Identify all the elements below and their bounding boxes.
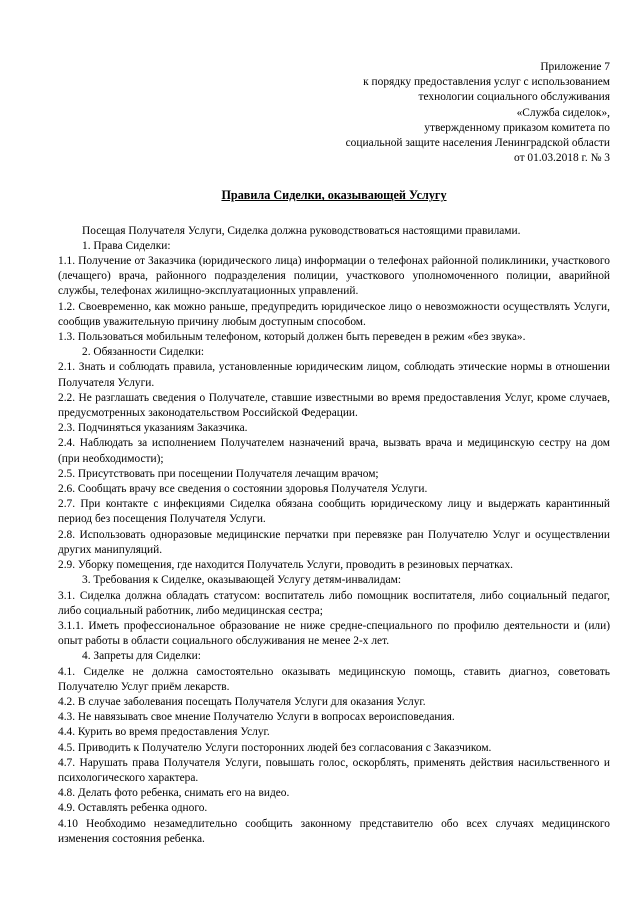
rule-item: 4.8. Делать фото ребенка, снимать его на видео.	[58, 787, 290, 800]
rule-item: 4.7. Нарушать права Получателя Услуги, повышать голос, оскорблять, применять действия насильственного и психологического характера.	[58, 756, 610, 784]
rule-item: 3.1. Сиделка должна обладать статусом: воспитатель либо помощник воспитателя, либо социальный педагог, либо социальный работник, либо медицинская сестра;	[58, 589, 610, 617]
appendix-line: социальной защите населения Ленинградской области	[345, 137, 610, 150]
section-heading-duties: 2. Обязанности Сиделки:	[82, 346, 205, 359]
document-title: Правила Сиделки, оказывающей Услугу	[221, 188, 447, 203]
rule-item: 4.10 Необходимо незамедлительно сообщить законному представителю обо всех случаях медицинского изменения состояния ребенка.	[58, 817, 610, 845]
appendix-line: Приложение 7	[540, 61, 610, 73]
rule-item: 2.3. Подчиняться указаниям Заказчика.	[58, 422, 248, 435]
section-heading-rights: 1. Права Сиделки:	[82, 239, 171, 252]
appendix-line: к порядку предоставления услуг с использованием	[363, 76, 610, 89]
rule-item: 2.6. Сообщать врачу все сведения о состоянии здоровья Получателя Услуги.	[58, 483, 428, 496]
rule-item: 4.1. Сиделке не должна самостоятельно оказывать медицинскую помощь, ставить диагноз, советовать Получателю Услуг приём лекарств.	[58, 665, 610, 693]
rule-item: 4.5. Приводить к Получателю Услуги посторонних людей без согласования с Заказчиком.	[58, 741, 492, 754]
section-heading-requirements: 3. Требования к Сиделке, оказывающей Услугу детям-инвалидам:	[82, 574, 402, 587]
rule-item: 2.8. Использовать одноразовые медицинские перчатки при перевязке ран Получателю Услуг и осуществлении других манипуляций.	[58, 528, 610, 556]
appendix-header	[58, 60, 610, 166]
rule-item: 2.5. Присутствовать при посещении Получателя лечащим врачом;	[58, 467, 379, 480]
rule-item: 2.1. Знать и соблюдать правила, установленные юридическим лицом, соблюдать этические нормы в отношении Получателя Услуги.	[58, 361, 610, 389]
appendix-line: технологии социального обслуживания	[418, 91, 610, 104]
rule-item: 4.9. Оставлять ребенка одного.	[58, 802, 208, 815]
rule-item: 2.4. Наблюдать за исполнением Получателем назначений врача, вызвать врача и медицинскую сестру на дом (при необходимости);	[58, 437, 610, 465]
rule-item: 4.3. Не навязывать свое мнение Получателю Услуги в вопросах вероисповедания.	[58, 711, 455, 724]
intro-paragraph: Посещая Получателя Услуги, Сиделка должна руководствоваться настоящими правилами.	[82, 224, 521, 237]
rule-item: 4.2. В случае заболевания посещать Получателя Услуги для оказания Услуг.	[58, 695, 426, 708]
rule-item: 2.7. При контакте с инфекциями Сиделка обязана сообщить юридическому лицу и выдержать карантинный период без посещения Получателя Услуги.	[58, 498, 610, 526]
rule-item: 3.1.1. Иметь профессиональное образование не ниже средне-специального по профилю деятельности и (или) опыт работы в области социального обслуживания не менее 2-х лет.	[58, 619, 610, 648]
section-heading-prohibitions: 4. Запреты для Сиделки:	[82, 650, 201, 663]
rule-item: 2.2. Не разглашать сведения о Получателе, ставшие известными во время предоставления Услуг, кроме случаев, предусмотренных законодательством Российской Федерации.	[58, 391, 610, 420]
rule-item: 1.1. Получение от Заказчика (юридического лица) информации о телефонах районной поликлиники, участкового (лечащего) врача, районного подразделения полиции, участкового уполномоченного полиции, аварийной службы, телефонах жилищно-эксплуатационных управлений.	[58, 255, 610, 298]
rule-item: 1.3. Пользоваться мобильным телефоном, который должен быть переведен в режим «без звука».	[58, 331, 526, 344]
appendix-line: «Служба сиделок»,	[516, 106, 610, 119]
appendix-line: утвержденному приказом комитета по	[424, 121, 610, 134]
appendix-line: от 01.03.2018 г. № 3	[514, 152, 610, 165]
rule-item: 2.9. Уборку помещения, где находится Получатель Услуги, проводить в резиновых перчатках.	[58, 559, 514, 572]
rule-item: 1.2. Своевременно, как можно раньше, предупредить юридическое лицо о невозможности осуществлять Услуги, сообщив уважительную причину любым доступным способом.	[58, 300, 610, 328]
rule-item: 4.4. Курить во время предоставления Услуг.	[58, 726, 270, 739]
